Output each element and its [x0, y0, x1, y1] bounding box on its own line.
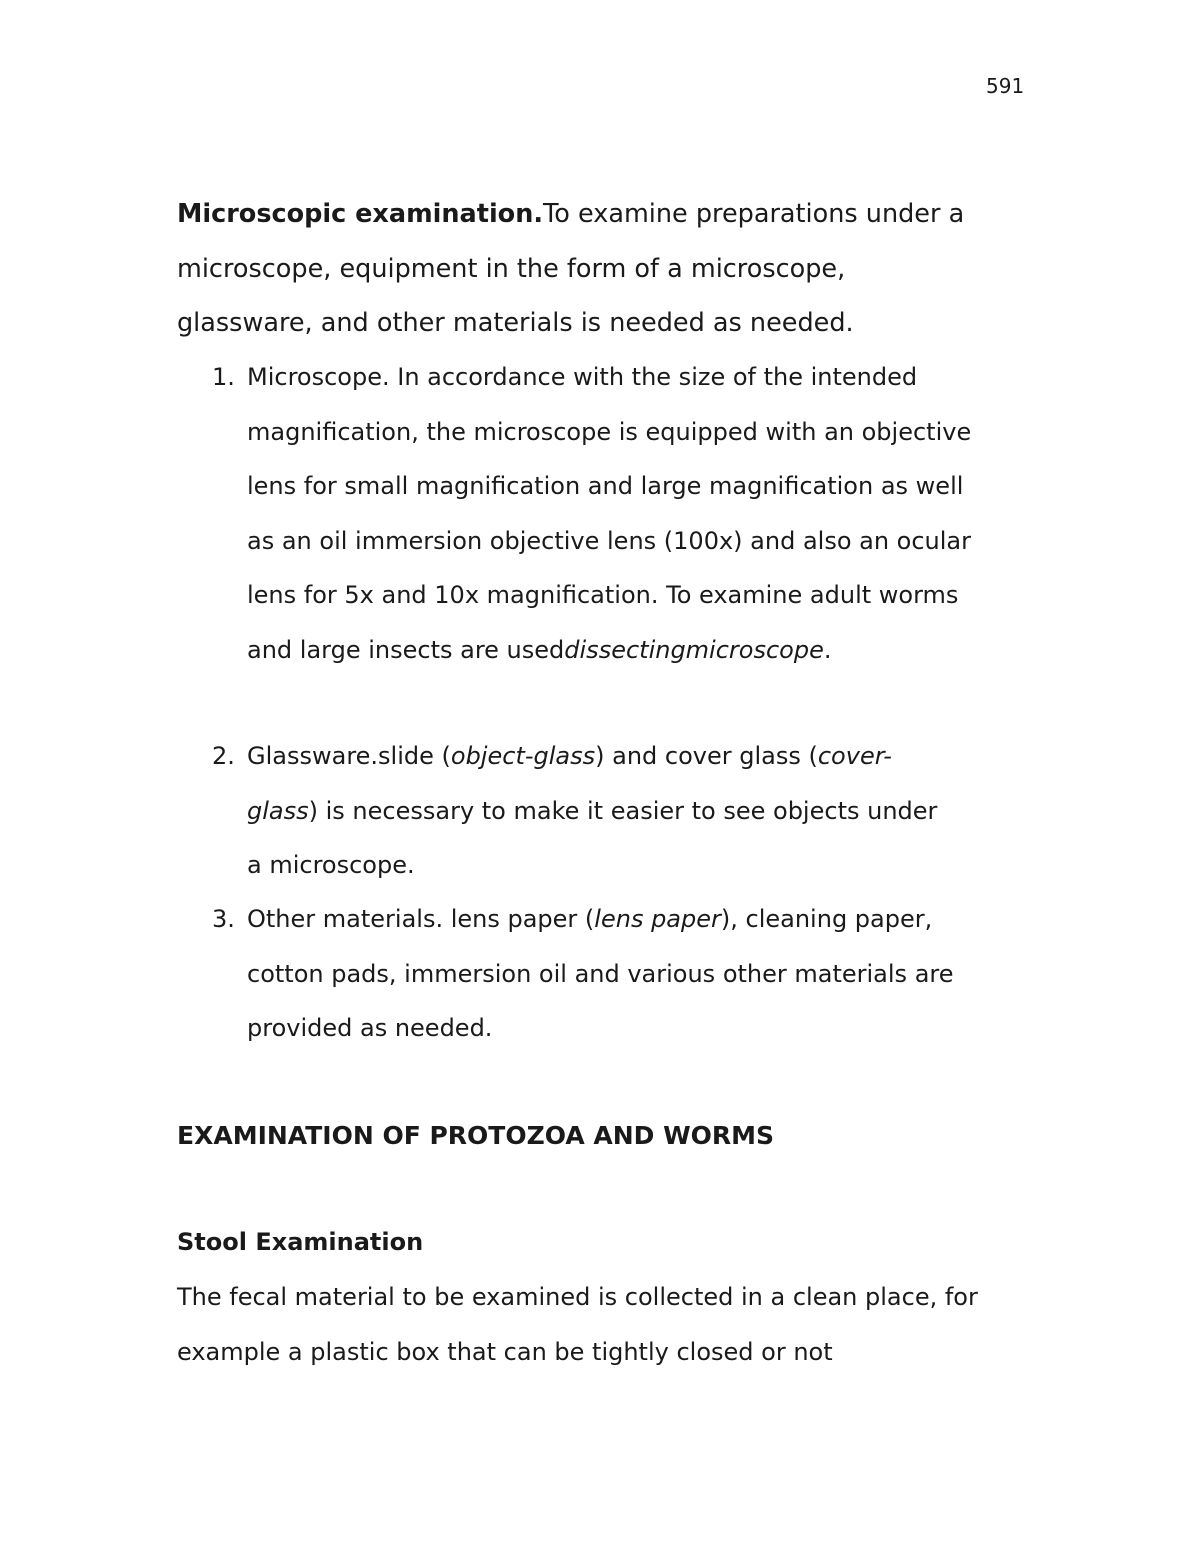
item1-line-6	[247, 623, 1052, 678]
section-heading: EXAMINATION OF PROTOZOA AND WORMS	[177, 1121, 775, 1150]
list-number: 2.	[212, 742, 235, 770]
item1-italic-term: dissectingmicroscope	[564, 635, 824, 664]
intro-heading: Microscopic examination.	[177, 199, 544, 229]
item1-line-5: lens for 5x and 10x magnification. To examine adult worms	[247, 581, 959, 609]
stool-paragraph	[177, 1270, 1057, 1379]
item2-italic-a: object-glass	[450, 742, 596, 770]
stool-examination-heading: Stool Examination	[177, 1228, 424, 1256]
list-item-body	[247, 350, 1052, 677]
stool-line-2: example a plastic box that can be tightly closed or not	[177, 1337, 833, 1366]
page-number: 591	[986, 74, 1025, 98]
item1-line-1: Microscope. In accordance with the size of the intended	[247, 363, 918, 391]
item3-line-3: provided as needed.	[247, 1014, 493, 1042]
list-item-body	[247, 729, 1052, 893]
item3-text-a: Other materials. lens paper (	[247, 905, 595, 933]
item3-line-1	[247, 892, 1052, 947]
list-item-glassware	[212, 729, 1052, 893]
list-item-other-materials	[212, 892, 1052, 1056]
intro-line-3: glassware, and other materials is needed as needed.	[177, 308, 854, 338]
item2-line-1	[247, 729, 1052, 784]
list-item-microscope	[212, 350, 1052, 677]
item2-italic-b1: cover-	[817, 742, 892, 770]
intro-paragraph	[177, 187, 1057, 351]
item1-line-6-prefix: and large insects are used	[247, 635, 565, 664]
item2-text-b: ) and cover glass (	[595, 742, 818, 770]
item1-line-4: as an oil immersion objective lens (100x) and also an ocular	[247, 526, 972, 555]
intro-line-1	[177, 187, 1057, 242]
item2-italic-b2: glass	[247, 796, 309, 825]
item3-line-2: cotton pads, immersion oil and various other materials are	[247, 959, 954, 988]
item3-italic-a: lens paper	[594, 905, 721, 933]
list-number: 3.	[212, 905, 235, 933]
item1-line-2: magnification, the microscope is equipped with an objective	[247, 417, 972, 446]
item2-line-3: a microscope.	[247, 851, 415, 879]
item3-text-b: ), cleaning paper,	[720, 905, 933, 933]
item1-line-6-suffix: .	[823, 635, 832, 664]
item2-text-a: Glassware.slide (	[247, 742, 451, 770]
list-number: 1.	[212, 363, 235, 391]
intro-line-1-text: To examine preparations under a	[543, 199, 965, 229]
item2-line-2	[247, 784, 1052, 839]
item2-text-c: ) is necessary to make it easier to see objects under	[308, 796, 938, 825]
intro-line-2: microscope, equipment in the form of a microscope,	[177, 253, 846, 284]
item1-line-3: lens for small magnification and large magnification as well	[247, 472, 964, 500]
list-item-body	[247, 892, 1052, 1056]
stool-line-1: The fecal material to be examined is collected in a clean place, for	[177, 1283, 978, 1311]
